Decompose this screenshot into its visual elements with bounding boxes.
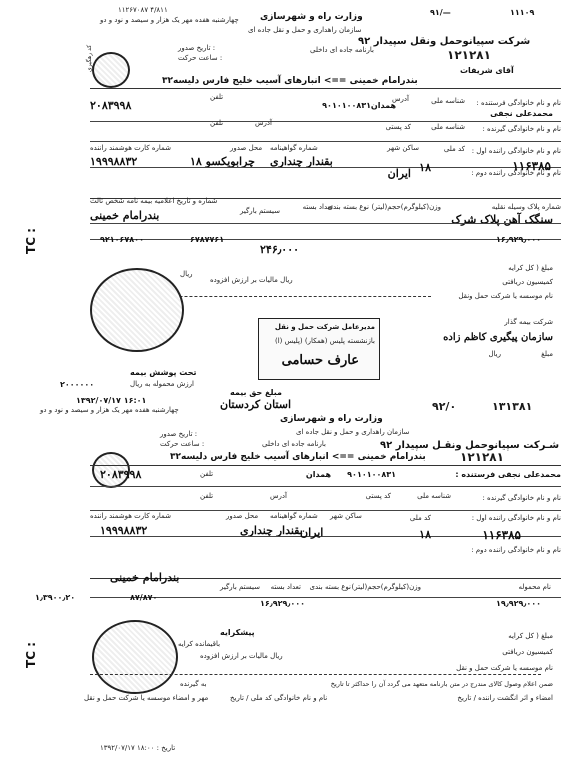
weight-label: وزن(کیلوگرم)حجم(لیتر) (371, 203, 441, 211)
cert-label: شماره گواهینامه (270, 512, 318, 520)
amount-label: مبلغ (541, 350, 553, 358)
driver2-city: ایران (300, 526, 324, 539)
driver2-label: نام و نام خانوادگی راننده دوم : (471, 546, 561, 554)
vehicle-system-label: سیستم بارگیر (240, 207, 280, 215)
sum-value-3: ۱۶٫۹۲۹٫۰۰۰ (495, 235, 541, 244)
company-name: شرکت سپیانوحمل ونقل سپیدار ۹۲ (358, 36, 531, 47)
driver2-national: ۱۸ (419, 528, 431, 541)
emblem-seal-icon (92, 52, 130, 88)
receiver-address-label: آدرس (270, 492, 287, 500)
company-signature-label: مهر و امضاء موسسه یا شرکت حمل و نقل (84, 694, 209, 702)
top-right-code: ۹۱/— (430, 8, 451, 17)
issue-date-label: تاریخ صدور : (160, 430, 198, 438)
insurance-company: شرکت بیمه گذار (504, 318, 553, 326)
guarantee-text: ضمن اعلام وصول کالای مندرج در متن بارنامه متعهد می گردد آن را حداکثر تا تاریخ (330, 680, 553, 688)
sender-address-label: آدرس (392, 95, 409, 103)
cert-label: شماره گواهینامه (270, 144, 318, 152)
freight-co-label: نام موسسه یا شرکت حمل ونقل (458, 292, 553, 300)
sum-value-a: ۱۹٫۹۲۹٫۰۰۰ (495, 599, 541, 608)
dotted-id: ۱۱۲۶۷۰۸۷ ۴/۸۱۱ (118, 6, 168, 14)
pkg-count-label: تعداد بسته (302, 203, 333, 211)
residence-city-label: ساکن شهر (330, 512, 362, 520)
driver1-card: ۱۹۹۹۸۸۳۲ (90, 155, 138, 168)
issue-place-label: محل صدور (230, 144, 263, 152)
driver1-card: ۱۹۹۹۸۸۳۲ (100, 524, 148, 537)
pkg-type-label: نوع بسته بندی (327, 203, 369, 211)
sender-postal: ۹۰۱۰۱۰۰۸۳۱ (322, 101, 371, 110)
organization-title: سازمان راهداری و حمل و نقل جاده ای (248, 26, 362, 34)
driver2-city: ایران (387, 167, 411, 180)
rial-label: ریال (180, 270, 193, 278)
national-code-label: کد ملی (409, 514, 431, 522)
driver2-plate: ۱۱۶۳۸۵ (482, 528, 521, 542)
ministry-title: وزارت راه و شهرسازی (260, 12, 363, 22)
movement-time-label: ساعت حرکت : (178, 54, 223, 62)
owner-value: بندرامام خمینی (90, 209, 160, 222)
goods-value-number: ۲۰۰۰۰۰۰ (60, 380, 95, 389)
goods-value-label: ارزش محموله به ریال (130, 380, 194, 388)
goods-label: نام محموله (518, 583, 551, 591)
subtitle-date-text: چهارشنبه هفده مهر یک هزار و سیصد و نود و دو (100, 16, 239, 24)
sum-value-1: ۹۲۱۰۶۷۸۰۰ (100, 235, 144, 244)
mr-label: آقای شریفات (460, 66, 514, 75)
coverage-label: تحت پوشش بیمه (130, 368, 197, 377)
route-line: بندرامام خمینی ==> انبارهای آسیب خلیج فارس دلیسه۳۲ (162, 76, 418, 86)
residence-city-label: ساکن شهر (387, 144, 419, 152)
sender-phone-label: تلفن (200, 470, 214, 478)
sender-block (90, 465, 561, 566)
owner-value: بندرامام خمینی (110, 571, 180, 584)
sender-name: محمدعلی نجفی (490, 109, 553, 118)
serial-number: ۱۲۱۲۸۱ (460, 450, 504, 464)
sender-city: همدان (370, 101, 396, 110)
serial-number: ۱۲۱۲۸۱ (447, 48, 491, 62)
sender-phone: ۲۰۸۳۹۹۸ (90, 99, 132, 112)
stamp-line-2: بازنشسته پلیس (همکار) (پلیس (ا) (275, 337, 375, 345)
receiver-postal-label: کد پستی (365, 492, 391, 500)
signature-stamp (258, 318, 380, 380)
stamp-line-1: مدیرعامل شرکت حمل و نقل (274, 323, 375, 331)
sum-value-2: ۶۷۸۷۷۶۱ (190, 235, 225, 244)
pkg-type-label: نوع بسته بندی (309, 583, 351, 591)
driver1-label: نام و نام خانوادگی راننده اول : (471, 147, 561, 155)
issue-date-label: تاریخ صدور : (178, 44, 216, 52)
sum-value-c: ۸۷/۸۷۰ (130, 593, 158, 602)
receive-place-label: به گیرنده (180, 680, 207, 688)
margin-tc-label: TC : (23, 642, 38, 668)
province-label: استان کردستان (220, 398, 292, 411)
driver2-national: ۱۸ (419, 161, 431, 174)
commission-label: کمیسیون دریافتی (502, 278, 553, 286)
tax-label: ریال مالیات بر ارزش افزوده (210, 276, 293, 284)
weight-value: ۲۴۶٫۰۰۰ (260, 243, 300, 256)
driver-card-label: شماره کارت هوشمند راننده (90, 144, 171, 152)
driver1-cert: ۱۸ چرابویکسو (190, 155, 255, 168)
driver-card-label: شماره کارت هوشمند راننده (90, 512, 171, 520)
vertical-label: کد رهگیری (86, 44, 94, 73)
insurance-fee-label: مبلغ حق بیمه (230, 388, 282, 397)
fare-label: مبلغ ( کل کرایه (508, 264, 553, 272)
cargo-block (90, 197, 561, 256)
sender-label: نام و نام خانوادگی فرستنده : (476, 99, 561, 107)
receiver-address-label: آدرس (255, 119, 272, 127)
receiver-id-label: شناسه ملی (431, 123, 465, 131)
pkg-count-label: تعداد بسته (270, 583, 301, 591)
national-code-label: کد ملی (443, 145, 465, 153)
rial-unit: ریال (488, 350, 501, 358)
sender-postal: ۹۰۱۰۱۰۰۸۳۱ (347, 470, 396, 479)
bill-type-label: بارنامه جاده ای داخلی (310, 46, 374, 54)
issue-place-label: محل صدور (226, 512, 259, 520)
movement-time-label: ساعت حرکت : (160, 440, 205, 448)
receiver-id-label: شناسه ملی (417, 492, 451, 500)
margin-tc-label: TC : (23, 228, 38, 254)
subtitle-date-text: چهارشنبه هفده مهر یک هزار و سیصد و نود و دو (40, 406, 179, 414)
company-name: شـرکت سپیانوحمل ونقـل سپیدار ۹۲ (380, 440, 560, 451)
driver1-city: بقندار چنداری (270, 155, 333, 168)
receiver-phone-label: تلفن (210, 119, 224, 127)
prepaid-label: پیشکرایه (220, 628, 255, 637)
receiver-label: نام و نام خانوادگی گیرنده : (482, 125, 561, 133)
route-line: بندرامام خمینی ==> انبارهای آسیب خلیج فارس دلیسه۳۲ (170, 452, 426, 462)
fare-label: مبلغ ( کل کرایه (508, 632, 553, 640)
sum-value-b: ۱۶٫۹۲۹٫۰۰۰ (260, 599, 306, 608)
dashed-line (90, 674, 541, 675)
owner-label: شماره و تاریخ اعلامیه بیمه نامه شخص ثالث (90, 197, 218, 205)
sender-label: محمدعلی نجفی فرستنده : (455, 470, 561, 479)
organization-title: سازمان راهداری و حمل و نقل جاده ای (296, 428, 410, 436)
insurer-name: سازمان پیگیری کاظم زاده (443, 332, 553, 343)
driver-signature-label: امضاء و اثر انگشت راننده / تاریخ (457, 694, 553, 702)
sender-id-label: شناسه ملی (431, 97, 465, 105)
receiver-signature-label: نام و نام خانوادگی کد ملی / تاریخ (230, 694, 328, 702)
ministry-title: وزارت راه و شهرسازی (280, 414, 383, 424)
bill-type-label: بارنامه جاده ای داخلی (262, 440, 326, 448)
header-number: ۱۱۱۰۹ (510, 8, 535, 17)
driver1-city: بقندار چنداری (240, 524, 303, 537)
bottom-code-a: ۹۲/۰ (432, 400, 457, 413)
driver2-plate: ۱۱۶۳۸۵ (512, 159, 551, 173)
commission-label: کمیسیون دریافتی (502, 648, 553, 656)
sender-block (90, 88, 561, 181)
vehicle-system-value: سنگک آهن پلاک شرک (451, 213, 553, 226)
receiver-postal-label: کد پستی (385, 123, 411, 131)
stamp-signature: عارف حسامی (281, 353, 359, 368)
driver1-label: نام و نام خانوادگی راننده اول : (471, 514, 561, 522)
tax-label: ریال مالیات بر ارزش افزوده (200, 652, 283, 660)
sender-phone-label: تلفن (210, 93, 224, 101)
company-round-stamp-icon (90, 268, 184, 352)
receiver-phone-label: تلفن (200, 492, 214, 500)
date-stamp: ۱۳۹۲/۰۷/۱۷ ۱۶:۰۱ (76, 396, 147, 405)
freight-co-label: نام موسسه یا شرکت حمل و نقل (456, 664, 553, 672)
sender-phone: ۲۰۸۳۹۹۸ (100, 468, 142, 481)
sender-city: همدان (305, 470, 331, 479)
remaining-label: باقیمانده کرایه (178, 640, 221, 648)
driver2-label: نام و نام خانوادگی راننده دوم : (471, 169, 561, 177)
bottom-code-b: ۱۳۱۳۸۱ (492, 400, 533, 413)
vehicle-system-label: سیستم بارگیر (220, 583, 260, 591)
cargo-block (35, 571, 561, 623)
weight-label: وزن(کیلوگرم)حجم(لیتر) (351, 583, 421, 591)
receiver-label: نام و نام خانوادگی گیرنده : (482, 494, 561, 502)
company-round-stamp-icon (92, 620, 178, 694)
vehicle-plate-label: شماره پلاک وسیله نقلیه (491, 203, 561, 211)
sum-value-d: ۱٫۳۹۰۰٫۲۰ (35, 593, 76, 602)
footer-date: تاریخ : ۱۸:۰۰ ۱۳۹۲/۰۷/۱۷ (100, 744, 176, 752)
